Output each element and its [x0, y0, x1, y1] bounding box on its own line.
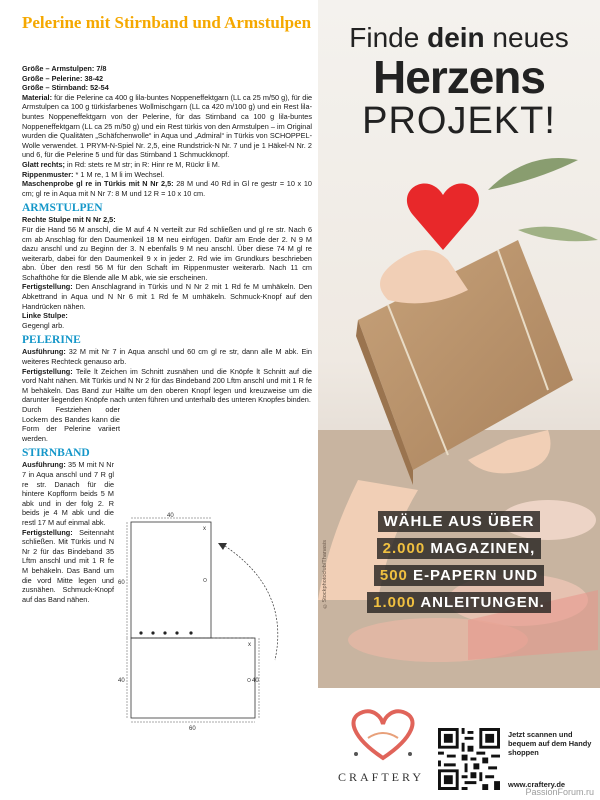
craftery-url[interactable]: www.craftery.de [508, 780, 566, 789]
button-dot [189, 631, 192, 634]
seam-mark-top: x [203, 526, 206, 532]
glatt-label: Glatt rechts; [22, 159, 65, 169]
ad-headline-3: PROJEKT! [362, 100, 556, 142]
ad-promo-text [318, 508, 600, 616]
qr-code[interactable] [438, 728, 500, 790]
dim-bottom-right-height: 40 [252, 678, 259, 684]
ad-footer [318, 688, 600, 800]
heading-pelerine: PELERINE [22, 334, 81, 347]
dim-top-height: 60 [118, 580, 125, 586]
pelerine-schematic [115, 510, 315, 750]
rippen-label: Rippenmuster: [22, 169, 74, 179]
photo-credit: ©Stockphotoclub/Thanasis [322, 540, 328, 609]
heading-armstulpen: ARMSTULPEN [22, 202, 103, 215]
craftery-advertisement[interactable] [318, 0, 600, 800]
button-dot [151, 631, 154, 634]
lower-panel [131, 638, 255, 718]
button-dot [175, 631, 178, 634]
fertig3-label: Fertigstellung: [22, 527, 73, 537]
ausf1-label: Ausführung: [22, 347, 66, 357]
scan-instruction: Jetzt scannen und bequem auf dem Handy shoppen [508, 730, 592, 757]
fertig1-text: Den Anschlagrand in Türkis und N Nr 2 mit 1 Rd fe M umhäkeln. Den Abkettrand in Aqua und N Nr 6 mit 1 Rd fe M umhäkeln. Schmuck-Knopf auf den Handrücken nähen. [22, 282, 312, 311]
craftery-logo[interactable] [338, 698, 428, 768]
promo-line-3: 500 E-PAPERN UND [374, 565, 544, 586]
fertig2-text: Teile lt Zeichen im Schnitt zusnähen und die Knöpfe lt Schnitt auf die vord Naht nähen. Mit Türkis und N Nr 2 für das Bindeband 200 Lftm anschl und mit 1 R fe M behäkeln. Das Band zur Hälfte um den oberen Knopf legen und kreuzweise um die darunter liegenden Knöpfe nach unten führen und unterhalb des unteren Knopfes binden. [22, 366, 312, 405]
rechte-label: Rechte Stulpe mit N Nr 2,5: [22, 215, 116, 225]
upper-panel [131, 522, 211, 638]
material-text: für die Pelerine ca 400 g lila-buntes Noppeneffektgarn (LL ca 25 m/50 g), für die Armstulpen ca 100 g türkisfarbenes Wollmischgarn (LL ca 420 m/100 g) und ein Rest lila-buntes Noppeneffektgarn von der Pelerine, für das Stirnband ca 100 g lila-buntes Noppeneffektgarn (LL ca 25 m/50 g) und ein Rest türkis von den Armstulpen – im Original wurden die Qualitäten „Schäfchenwolle“ in Aqua und „Admiral“ in Türkis von SCHOPPEL-Wolle verwendet. 1 PRYM-N-Spiel Nr. 2,5, eine Rundstrick-N Nr. 7 und je 1 Häkel-N Nr. 2 und 6, für die Pelerine 5 und für das Stirnband 1 Schmuckknopf. [22, 92, 313, 160]
fertig1-label: Fertigstellung: [22, 282, 73, 292]
button-dot [139, 631, 142, 634]
rippen-text: * 1 M re, 1 M li im Wechsel. [75, 169, 165, 179]
rechte-text: Für die Hand 56 M anschl, die M auf 4 N verteilt zur Rd schließen und gl re str. Nach 6 cm ab Anschlag für den Daumenkeil 18 M neu einfügen. Dafür am Ende der 2. N 9 M dazu anschl und zu Beginn der 3. N ebenfalls 9 M neu anschl. Über diese 74 M gl re weiterarb, dabei für den Daumenkeil 9 x in jeder 2. Rd wie im Grundkurs beschrieben abn. Über den restl 56 M für den Schaft im Rippenmuster weiterarb. Nach 11 cm Schafthöhe für die Blende alle M abk, wie sie erscheinen. [22, 224, 312, 282]
size-pelerine: Größe – Pelerine: 38-42 [22, 73, 104, 83]
promo-line-2: 2.000 MAGAZINEN, [377, 538, 542, 559]
maschen-label: Maschenprobe gl re in Türkis mit N Nr 2,5: [22, 179, 174, 189]
size-stirnband: Größe – Stirnband: 52-54 [22, 83, 109, 93]
promo-line-1: WÄHLE AUS ÜBER [378, 511, 541, 532]
fertig2-tail: Durch Festziehen oder Lockern des Bandes kann die Form der Pelerine variiert werden. [22, 405, 120, 443]
article-title: Pelerine mit Stirnband und Armstulpen [22, 13, 312, 32]
fertig2-label: Fertigstellung: [22, 366, 73, 376]
heading-stirnband: STIRNBAND [22, 447, 90, 460]
seam-mark-bottom: x [248, 642, 251, 648]
ad-headline-1: Finde dein neues [349, 22, 569, 53]
ausf2-label: Ausführung: [22, 460, 66, 470]
linke-text: Gegengl arb. [22, 320, 65, 330]
dim-bottom-width: 60 [189, 726, 196, 732]
fold-arrow [225, 546, 278, 660]
linke-label: Linke Stulpe: [22, 311, 68, 321]
promo-line-4: 1.000 ANLEITUNGEN. [367, 592, 551, 613]
button-dot [163, 631, 166, 634]
dim-top-width: 40 [167, 513, 174, 519]
ad-headline-2: Herzens [373, 51, 545, 103]
glatt-text: in Rd: stets re M str; in R: Hinr re M, Rückr li M. [67, 159, 220, 169]
brand-name: CRAFTERY [338, 770, 425, 784]
red-heart [407, 184, 479, 250]
maschen-text: 28 M und 40 Rd in Gl re gestr = 10 x 10 cm; gl re in Aqua mit N Nr 7: 8 M und 12 R = 10 x 10 cm. [22, 179, 312, 198]
dim-bottom-left-height: 40 [118, 678, 125, 684]
ausf2-text: 35 M mit N Nr 7 in Aqua anschl und 7 R gl re str. Danach für die hintere Kopfform beids 5 M abk und in der folg 2. R beids je 4 M abk und die restl 17 M auf einmal abk. [22, 460, 114, 527]
ausf1-text: 32 M mit Nr 7 in Aqua anschl und 60 cm gl re str, dann alle M abk. Ein weiteres Rechteck genauso arb. [22, 347, 312, 367]
material-label: Material: [22, 92, 53, 102]
size-armstulpen: Größe – Armstulpen: 7/8 [22, 64, 107, 73]
watermark: PassionForum.ru [525, 787, 594, 797]
fertig3-text: Seitennaht schließen. Mit Türkis und N Nr 2 für das Bindeband 35 Lftm anschl und mit 1 R fe M behäkeln. Das Band um die vord Mitte legen und zusnähen. Schmuck-Knopf auf das Band nähen. [22, 527, 114, 604]
